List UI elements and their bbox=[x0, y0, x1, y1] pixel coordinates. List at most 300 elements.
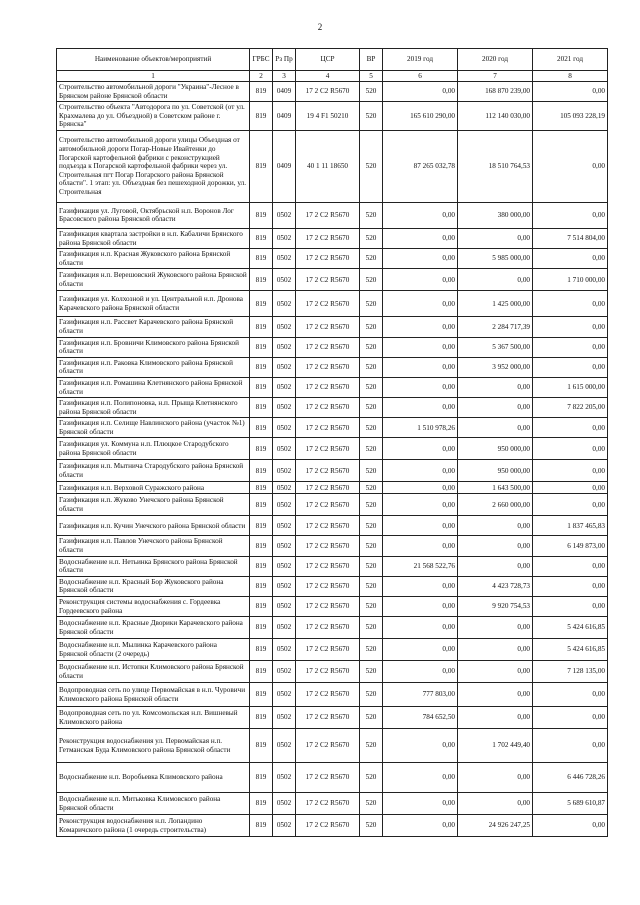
cell-csr: 17 2 С2 R5670 bbox=[296, 617, 360, 639]
cell-name: Газификация н.п. Рассвет Карачевского района Брянской области bbox=[57, 317, 250, 337]
cell-2020: 112 140 030,00 bbox=[458, 102, 533, 131]
cell-2020: 1 702 449,40 bbox=[458, 729, 533, 763]
cell-grbs: 819 bbox=[250, 202, 273, 228]
cell-rzpr: 0502 bbox=[273, 707, 296, 729]
cell-2021: 0,00 bbox=[533, 482, 608, 494]
cell-2019: 0,00 bbox=[383, 729, 458, 763]
cell-csr: 17 2 С2 R5670 bbox=[296, 269, 360, 291]
cell-2019: 0,00 bbox=[383, 793, 458, 815]
cell-2019: 784 652,50 bbox=[383, 707, 458, 729]
cell-grbs: 819 bbox=[250, 82, 273, 102]
cell-2020: 1 425 000,00 bbox=[458, 291, 533, 317]
cell-csr: 17 2 С2 R5670 bbox=[296, 763, 360, 793]
cell-vr: 520 bbox=[360, 377, 383, 397]
cell-rzpr: 0502 bbox=[273, 516, 296, 536]
cell-rzpr: 0502 bbox=[273, 377, 296, 397]
cell-2020: 4 423 728,73 bbox=[458, 576, 533, 596]
cell-grbs: 819 bbox=[250, 249, 273, 269]
cell-vr: 520 bbox=[360, 438, 383, 460]
cell-csr: 17 2 С2 R5670 bbox=[296, 482, 360, 494]
cell-vr: 520 bbox=[360, 661, 383, 683]
table-row bbox=[57, 494, 608, 516]
cell-2020: 0,00 bbox=[458, 418, 533, 438]
cell-2020: 5 985 000,00 bbox=[458, 249, 533, 269]
cell-grbs: 819 bbox=[250, 617, 273, 639]
cell-2019: 0,00 bbox=[383, 617, 458, 639]
cell-vr: 520 bbox=[360, 398, 383, 418]
cell-csr: 17 2 С2 R5670 bbox=[296, 576, 360, 596]
header-2021: 2021 год bbox=[533, 49, 608, 71]
cell-name: Водоснабжение н.п. Воробьевка Климовского района bbox=[57, 763, 250, 793]
table-row bbox=[57, 317, 608, 337]
cell-grbs: 819 bbox=[250, 639, 273, 661]
cell-2021: 0,00 bbox=[533, 130, 608, 202]
cell-name: Реконструкция водоснабжения н.п. Лопандино Комаричского района (1 очередь строительства) bbox=[57, 815, 250, 837]
cell-2021: 0,00 bbox=[533, 494, 608, 516]
cell-name: Газификация н.п. Красная Жуковского района Брянской области bbox=[57, 249, 250, 269]
column-number: 1 bbox=[57, 71, 250, 82]
cell-rzpr: 0502 bbox=[273, 228, 296, 248]
cell-vr: 520 bbox=[360, 130, 383, 202]
cell-2020: 5 367 500,00 bbox=[458, 337, 533, 357]
cell-rzpr: 0502 bbox=[273, 536, 296, 556]
cell-grbs: 819 bbox=[250, 291, 273, 317]
cell-name: Реконструкция системы водоснабжения с. Гордеевка Гордеевского района bbox=[57, 597, 250, 617]
cell-vr: 520 bbox=[360, 639, 383, 661]
cell-csr: 17 2 С2 R5670 bbox=[296, 398, 360, 418]
cell-rzpr: 0502 bbox=[273, 337, 296, 357]
cell-name: Газификация н.п. Раковка Климовского района Брянской области bbox=[57, 357, 250, 377]
cell-vr: 520 bbox=[360, 707, 383, 729]
cell-csr: 17 2 С2 R5670 bbox=[296, 683, 360, 707]
cell-rzpr: 0502 bbox=[273, 763, 296, 793]
cell-2019: 0,00 bbox=[383, 661, 458, 683]
cell-name: Водоснабжение н.п. Мылинка Карачевского района Брянской области (2 очередь) bbox=[57, 639, 250, 661]
cell-name: Водопроводная сеть по улице Первомайская в н.п. Чуровичи Климовского района Брянской области bbox=[57, 683, 250, 707]
cell-csr: 17 2 С2 R5670 bbox=[296, 536, 360, 556]
cell-grbs: 819 bbox=[250, 438, 273, 460]
cell-name: Газификация н.п. Верховой Суражского района bbox=[57, 482, 250, 494]
cell-rzpr: 0502 bbox=[273, 482, 296, 494]
header-csr: ЦСР bbox=[296, 49, 360, 71]
table-row bbox=[57, 291, 608, 317]
cell-name: Водоснабжение н.п. Митьковка Климовского района Брянской области bbox=[57, 793, 250, 815]
cell-name: Газификация н.п. Мытнича Стародубского района Брянской области bbox=[57, 460, 250, 482]
cell-grbs: 819 bbox=[250, 482, 273, 494]
cell-name: Водоснабжение н.п. Истопки Климовского района Брянской области bbox=[57, 661, 250, 683]
cell-2019: 0,00 bbox=[383, 317, 458, 337]
cell-grbs: 819 bbox=[250, 228, 273, 248]
cell-2020: 18 510 764,53 bbox=[458, 130, 533, 202]
table-row bbox=[57, 228, 608, 248]
column-number: 5 bbox=[360, 71, 383, 82]
cell-rzpr: 0502 bbox=[273, 460, 296, 482]
cell-csr: 17 2 С2 R5670 bbox=[296, 556, 360, 576]
cell-rzpr: 0409 bbox=[273, 82, 296, 102]
cell-rzpr: 0502 bbox=[273, 418, 296, 438]
cell-name: Водоснабжение н.п. Красный Бор Жуковского района Брянской области bbox=[57, 576, 250, 596]
cell-vr: 520 bbox=[360, 494, 383, 516]
cell-grbs: 819 bbox=[250, 494, 273, 516]
cell-csr: 17 2 С2 R5670 bbox=[296, 291, 360, 317]
cell-vr: 520 bbox=[360, 102, 383, 131]
cell-rzpr: 0502 bbox=[273, 438, 296, 460]
cell-2021: 0,00 bbox=[533, 597, 608, 617]
cell-csr: 17 2 С2 R5670 bbox=[296, 357, 360, 377]
cell-2019: 0,00 bbox=[383, 337, 458, 357]
cell-vr: 520 bbox=[360, 357, 383, 377]
cell-csr: 17 2 С2 R5670 bbox=[296, 661, 360, 683]
header-row bbox=[57, 49, 608, 71]
cell-2021: 0,00 bbox=[533, 729, 608, 763]
cell-rzpr: 0502 bbox=[273, 683, 296, 707]
cell-2019: 0,00 bbox=[383, 202, 458, 228]
cell-rzpr: 0502 bbox=[273, 494, 296, 516]
cell-vr: 520 bbox=[360, 418, 383, 438]
cell-rzpr: 0502 bbox=[273, 597, 296, 617]
cell-name: Газификация ул. Коммуна н.п. Плюцкое Стародубского района Брянской области bbox=[57, 438, 250, 460]
table-row bbox=[57, 556, 608, 576]
cell-2020: 950 000,00 bbox=[458, 438, 533, 460]
cell-vr: 520 bbox=[360, 617, 383, 639]
cell-2021: 0,00 bbox=[533, 683, 608, 707]
cell-2019: 0,00 bbox=[383, 438, 458, 460]
cell-2021: 5 689 610,87 bbox=[533, 793, 608, 815]
cell-2019: 0,00 bbox=[383, 536, 458, 556]
cell-2020: 9 920 754,53 bbox=[458, 597, 533, 617]
cell-vr: 520 bbox=[360, 249, 383, 269]
cell-2020: 380 000,00 bbox=[458, 202, 533, 228]
cell-vr: 520 bbox=[360, 337, 383, 357]
header-rzpr: Рз Пр bbox=[273, 49, 296, 71]
cell-rzpr: 0502 bbox=[273, 661, 296, 683]
cell-2020: 3 952 000,00 bbox=[458, 357, 533, 377]
cell-2021: 5 424 616,85 bbox=[533, 617, 608, 639]
cell-grbs: 819 bbox=[250, 102, 273, 131]
cell-2019: 0,00 bbox=[383, 269, 458, 291]
cell-grbs: 819 bbox=[250, 516, 273, 536]
cell-csr: 17 2 С2 R5670 bbox=[296, 228, 360, 248]
cell-rzpr: 0502 bbox=[273, 815, 296, 837]
header-name: Наименование объектов/мероприятий bbox=[57, 49, 250, 71]
cell-grbs: 819 bbox=[250, 130, 273, 202]
cell-name: Газификация квартала застройки в н.п. Кабаличи Брянского района Брянской области bbox=[57, 228, 250, 248]
cell-2021: 7 514 804,00 bbox=[533, 228, 608, 248]
cell-2019: 0,00 bbox=[383, 357, 458, 377]
cell-2020: 0,00 bbox=[458, 228, 533, 248]
cell-grbs: 819 bbox=[250, 398, 273, 418]
cell-2020: 1 643 500,00 bbox=[458, 482, 533, 494]
cell-vr: 520 bbox=[360, 597, 383, 617]
table-row bbox=[57, 482, 608, 494]
cell-csr: 17 2 С2 R5670 bbox=[296, 639, 360, 661]
cell-rzpr: 0502 bbox=[273, 556, 296, 576]
cell-2020: 2 284 717,39 bbox=[458, 317, 533, 337]
cell-2020: 24 926 247,25 bbox=[458, 815, 533, 837]
table-row bbox=[57, 617, 608, 639]
cell-vr: 520 bbox=[360, 317, 383, 337]
cell-2021: 0,00 bbox=[533, 249, 608, 269]
cell-name: Газификация н.п. Ромашина Клетнянского района Брянской области bbox=[57, 377, 250, 397]
cell-name: Газификация н.п. Жуково Унечского района Брянской области bbox=[57, 494, 250, 516]
table-row bbox=[57, 460, 608, 482]
cell-csr: 17 2 С2 R5670 bbox=[296, 729, 360, 763]
cell-name: Газификация н.п. Бровничи Климовского района Брянской области bbox=[57, 337, 250, 357]
cell-2019: 0,00 bbox=[383, 482, 458, 494]
table-row bbox=[57, 763, 608, 793]
header-2020: 2020 год bbox=[458, 49, 533, 71]
table-row bbox=[57, 102, 608, 131]
cell-2019: 0,00 bbox=[383, 763, 458, 793]
cell-2021: 0,00 bbox=[533, 460, 608, 482]
cell-csr: 17 2 С2 R5670 bbox=[296, 82, 360, 102]
table-row bbox=[57, 82, 608, 102]
cell-name: Газификация н.п. Полипоновка, н.п. Прыща Клетнянского района Брянской области bbox=[57, 398, 250, 418]
cell-name: Строительство автомобильной дороги улицы Объездная от автомобильной дороги Погар-Новые Ивайтенки до Погарской картофельной фабрики с реконструкцией подъезда к Погарской картофельной фабрики через ул. Строительная пгт Погар Погарского района Брянской области". 1 этап: ул. Объездная без пешеходной дорожки, ул. Строительная bbox=[57, 130, 250, 202]
table-row bbox=[57, 269, 608, 291]
cell-vr: 520 bbox=[360, 291, 383, 317]
table-row bbox=[57, 398, 608, 418]
cell-grbs: 819 bbox=[250, 377, 273, 397]
cell-2021: 0,00 bbox=[533, 815, 608, 837]
cell-2021: 0,00 bbox=[533, 418, 608, 438]
header-2019: 2019 год bbox=[383, 49, 458, 71]
cell-vr: 520 bbox=[360, 683, 383, 707]
cell-csr: 17 2 С2 R5670 bbox=[296, 815, 360, 837]
cell-csr: 17 2 С2 R5670 bbox=[296, 249, 360, 269]
table-row bbox=[57, 202, 608, 228]
table-row bbox=[57, 661, 608, 683]
cell-2020: 0,00 bbox=[458, 556, 533, 576]
column-number: 8 bbox=[533, 71, 608, 82]
cell-2019: 0,00 bbox=[383, 398, 458, 418]
cell-csr: 19 4 F1 50210 bbox=[296, 102, 360, 131]
cell-2021: 6 446 728,26 bbox=[533, 763, 608, 793]
table-row bbox=[57, 377, 608, 397]
cell-csr: 17 2 С2 R5670 bbox=[296, 317, 360, 337]
column-number: 2 bbox=[250, 71, 273, 82]
cell-rzpr: 0502 bbox=[273, 639, 296, 661]
cell-2021: 0,00 bbox=[533, 707, 608, 729]
cell-2021: 1 615 000,00 bbox=[533, 377, 608, 397]
cell-vr: 520 bbox=[360, 576, 383, 596]
cell-grbs: 819 bbox=[250, 683, 273, 707]
cell-grbs: 819 bbox=[250, 729, 273, 763]
table-row bbox=[57, 516, 608, 536]
cell-2021: 7 128 135,00 bbox=[533, 661, 608, 683]
table-row bbox=[57, 536, 608, 556]
cell-2019: 0,00 bbox=[383, 516, 458, 536]
cell-2019: 777 803,00 bbox=[383, 683, 458, 707]
cell-2020: 0,00 bbox=[458, 661, 533, 683]
cell-2019: 0,00 bbox=[383, 249, 458, 269]
cell-vr: 520 bbox=[360, 729, 383, 763]
cell-csr: 17 2 С2 R5670 bbox=[296, 377, 360, 397]
cell-vr: 520 bbox=[360, 482, 383, 494]
cell-2021: 0,00 bbox=[533, 438, 608, 460]
cell-2021: 5 424 616,85 bbox=[533, 639, 608, 661]
table-row bbox=[57, 249, 608, 269]
cell-rzpr: 0502 bbox=[273, 617, 296, 639]
cell-2020: 0,00 bbox=[458, 763, 533, 793]
cell-name: Газификация ул. Луговой, Октябрьской н.п. Воронов Лог Брасовского района Брянской области bbox=[57, 202, 250, 228]
cell-2021: 0,00 bbox=[533, 357, 608, 377]
table-row bbox=[57, 707, 608, 729]
cell-name: Газификация ул. Колхозной и ул. Центральной н.п. Дронова Карачевского района Брянской области bbox=[57, 291, 250, 317]
cell-grbs: 819 bbox=[250, 460, 273, 482]
cell-csr: 17 2 С2 R5670 bbox=[296, 418, 360, 438]
cell-2020: 0,00 bbox=[458, 536, 533, 556]
cell-rzpr: 0502 bbox=[273, 269, 296, 291]
cell-grbs: 819 bbox=[250, 793, 273, 815]
cell-grbs: 819 bbox=[250, 536, 273, 556]
cell-vr: 520 bbox=[360, 556, 383, 576]
cell-2019: 0,00 bbox=[383, 228, 458, 248]
cell-vr: 520 bbox=[360, 815, 383, 837]
header-vr: ВР bbox=[360, 49, 383, 71]
cell-2020: 2 660 000,00 bbox=[458, 494, 533, 516]
table-row bbox=[57, 576, 608, 596]
cell-2021: 6 149 873,00 bbox=[533, 536, 608, 556]
table-row bbox=[57, 337, 608, 357]
cell-csr: 40 1 11 18650 bbox=[296, 130, 360, 202]
cell-2020: 0,00 bbox=[458, 516, 533, 536]
header-grbs: ГРБС bbox=[250, 49, 273, 71]
cell-csr: 17 2 С2 R5670 bbox=[296, 337, 360, 357]
cell-rzpr: 0502 bbox=[273, 793, 296, 815]
cell-grbs: 819 bbox=[250, 337, 273, 357]
cell-2020: 0,00 bbox=[458, 269, 533, 291]
cell-2021: 0,00 bbox=[533, 82, 608, 102]
cell-2021: 0,00 bbox=[533, 202, 608, 228]
column-number: 7 bbox=[458, 71, 533, 82]
cell-rzpr: 0502 bbox=[273, 249, 296, 269]
cell-name: Реконструкция водоснабжения ул. Первомайская н.п. Гетманская Буда Климовского района Брянской области bbox=[57, 729, 250, 763]
table-row bbox=[57, 418, 608, 438]
cell-rzpr: 0502 bbox=[273, 291, 296, 317]
cell-grbs: 819 bbox=[250, 269, 273, 291]
cell-vr: 520 bbox=[360, 536, 383, 556]
cell-csr: 17 2 С2 R5670 bbox=[296, 707, 360, 729]
cell-2020: 950 000,00 bbox=[458, 460, 533, 482]
table-row bbox=[57, 597, 608, 617]
cell-2020: 0,00 bbox=[458, 793, 533, 815]
cell-name: Газификация н.п. Павлов Унечского района Брянской области bbox=[57, 536, 250, 556]
cell-csr: 17 2 С2 R5670 bbox=[296, 460, 360, 482]
cell-2019: 0,00 bbox=[383, 460, 458, 482]
cell-rzpr: 0502 bbox=[273, 357, 296, 377]
cell-grbs: 819 bbox=[250, 763, 273, 793]
cell-2019: 21 568 522,76 bbox=[383, 556, 458, 576]
cell-grbs: 819 bbox=[250, 317, 273, 337]
column-number-row bbox=[57, 71, 608, 82]
cell-2019: 1 510 978,26 bbox=[383, 418, 458, 438]
cell-2020: 0,00 bbox=[458, 707, 533, 729]
cell-rzpr: 0409 bbox=[273, 102, 296, 131]
cell-2019: 0,00 bbox=[383, 82, 458, 102]
cell-name: Строительство автомобильной дороги "Украина"-Лесное в Брянском районе Брянской области bbox=[57, 82, 250, 102]
cell-csr: 17 2 С2 R5670 bbox=[296, 597, 360, 617]
cell-grbs: 819 bbox=[250, 597, 273, 617]
cell-name: Водоснабжение н.п. Красные Дворики Карачевского района Брянской области bbox=[57, 617, 250, 639]
cell-name: Газификация н.п. Кучин Унечского района Брянской области bbox=[57, 516, 250, 536]
column-number: 6 bbox=[383, 71, 458, 82]
cell-2020: 0,00 bbox=[458, 683, 533, 707]
column-number: 3 bbox=[273, 71, 296, 82]
cell-grbs: 819 bbox=[250, 815, 273, 837]
cell-2021: 0,00 bbox=[533, 337, 608, 357]
cell-rzpr: 0502 bbox=[273, 202, 296, 228]
cell-rzpr: 0502 bbox=[273, 317, 296, 337]
cell-2019: 0,00 bbox=[383, 597, 458, 617]
cell-2020: 168 870 239,00 bbox=[458, 82, 533, 102]
cell-2021: 0,00 bbox=[533, 317, 608, 337]
cell-2021: 0,00 bbox=[533, 291, 608, 317]
cell-2020: 0,00 bbox=[458, 617, 533, 639]
table-row bbox=[57, 639, 608, 661]
cell-vr: 520 bbox=[360, 793, 383, 815]
cell-rzpr: 0409 bbox=[273, 130, 296, 202]
cell-csr: 17 2 С2 R5670 bbox=[296, 793, 360, 815]
cell-csr: 17 2 С2 R5670 bbox=[296, 202, 360, 228]
cell-csr: 17 2 С2 R5670 bbox=[296, 494, 360, 516]
cell-2021: 1 710 000,00 bbox=[533, 269, 608, 291]
cell-2021: 7 822 205,00 bbox=[533, 398, 608, 418]
cell-2019: 0,00 bbox=[383, 494, 458, 516]
cell-2021: 1 837 465,83 bbox=[533, 516, 608, 536]
cell-rzpr: 0502 bbox=[273, 729, 296, 763]
cell-2019: 165 610 290,00 bbox=[383, 102, 458, 131]
budget-table bbox=[56, 48, 608, 837]
cell-name: Газификация н.п. Верешовский Жуковского района Брянской области bbox=[57, 269, 250, 291]
cell-name: Газификация н.п. Селище Навлинского района (участок №1) Брянской области bbox=[57, 418, 250, 438]
cell-2021: 0,00 bbox=[533, 556, 608, 576]
cell-grbs: 819 bbox=[250, 707, 273, 729]
cell-grbs: 819 bbox=[250, 418, 273, 438]
cell-2019: 0,00 bbox=[383, 291, 458, 317]
cell-csr: 17 2 С2 R5670 bbox=[296, 516, 360, 536]
cell-rzpr: 0502 bbox=[273, 398, 296, 418]
table-row bbox=[57, 683, 608, 707]
table-row bbox=[57, 438, 608, 460]
table-row bbox=[57, 729, 608, 763]
cell-vr: 520 bbox=[360, 202, 383, 228]
cell-name: Водоснабжение н.п. Нетьинка Брянского района Брянской области bbox=[57, 556, 250, 576]
cell-vr: 520 bbox=[360, 228, 383, 248]
cell-2019: 0,00 bbox=[383, 815, 458, 837]
cell-2021: 0,00 bbox=[533, 576, 608, 596]
cell-vr: 520 bbox=[360, 82, 383, 102]
cell-name: Строительство объекта "Автодорога по ул. Советской (от ул. Крахмалева до ул. Объездной) в Советском районе г. Брянска" bbox=[57, 102, 250, 131]
cell-2020: 0,00 bbox=[458, 639, 533, 661]
cell-grbs: 819 bbox=[250, 357, 273, 377]
cell-2020: 0,00 bbox=[458, 398, 533, 418]
table-row bbox=[57, 357, 608, 377]
column-number: 4 bbox=[296, 71, 360, 82]
cell-2020: 0,00 bbox=[458, 377, 533, 397]
cell-vr: 520 bbox=[360, 763, 383, 793]
table-row bbox=[57, 793, 608, 815]
table-row bbox=[57, 130, 608, 202]
cell-2021: 105 093 228,19 bbox=[533, 102, 608, 131]
page-number: 2 bbox=[317, 22, 323, 32]
cell-2019: 87 265 032,78 bbox=[383, 130, 458, 202]
cell-csr: 17 2 С2 R5670 bbox=[296, 438, 360, 460]
cell-vr: 520 bbox=[360, 269, 383, 291]
cell-rzpr: 0502 bbox=[273, 576, 296, 596]
cell-name: Водопроводная сеть по ул. Комсомольская н.п. Вишневый Климовского района bbox=[57, 707, 250, 729]
table-body bbox=[57, 82, 608, 837]
